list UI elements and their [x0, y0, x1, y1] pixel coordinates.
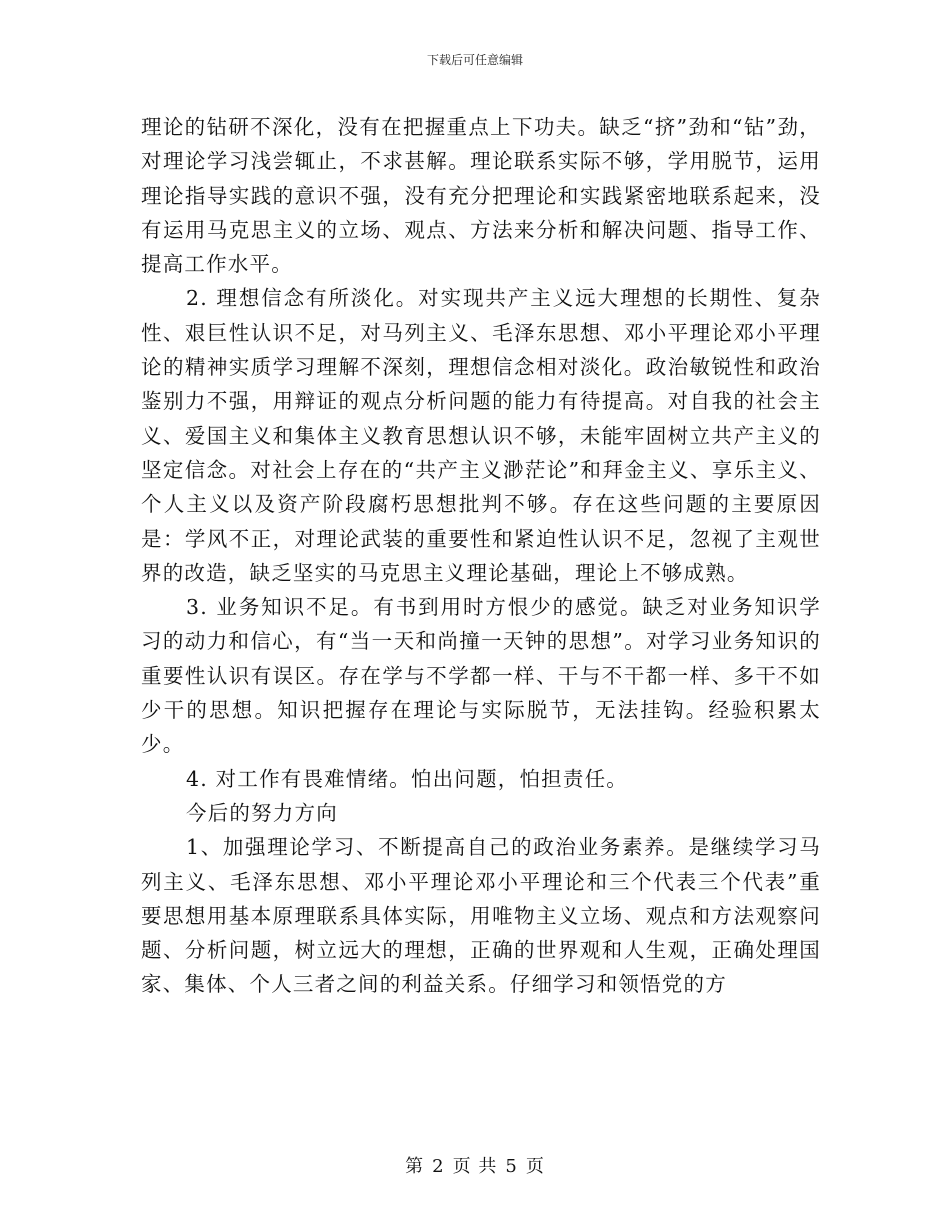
paragraph-1: 理论的钻研不深化，没有在把握重点上下功夫。缺乏“挤”劲和“钻”劲，对理论学习浅尝辄止，不求甚解。理论联系实际不够，学用脱节，运用理论指导实践的意识不强，没有充分把理论和实践紧密地联系起来，没有运用马克思主义的立场、观点、方法来分析和解决问题、指导工作、提高工作水平。 [141, 115, 821, 277]
footer-prefix: 第 [405, 1156, 425, 1177]
section-heading: 今后的努力方向 [186, 800, 338, 825]
footer-suffix: 页 [525, 1156, 545, 1177]
paragraph-2: 2. 理想信念有所淡化。对实现共产主义远大理想的长期性、复杂性、艰巨性认识不足，对马列主义、毛泽东思想、邓小平理论邓小平理论的精神实质学习理解不深刻，理想信念相对淡化。政治敏锐性和政治鉴别力不强，用辩证的观点分析问题的能力有待提高。对自我的社会主义、爱国主义和集体主义教育思想认识不够，未能牢固树立共产主义的坚定信念。对社会上存在的“共产主义渺茫论”和拜金主义、享乐主义、个人主义以及资产阶段腐朽思想批判不够。存在这些问题的主要原因是：学风不正，对理论武装的重要性和紧迫性认识不足，忽视了主观世界的改造，缺乏坚实的马克思主义理论基础，理论上不够成熟。 [141, 286, 821, 585]
page-footer [0, 1156, 950, 1178]
paragraph-4: 4. 对工作有畏难情绪。怕出问题，怕担责任。 [186, 766, 628, 791]
document-body [141, 110, 821, 1002]
page-header: 下载后可任意编辑 [426, 53, 523, 67]
footer-middle: 页 共 [452, 1156, 498, 1177]
page-total: 5 [505, 1156, 518, 1177]
page-number: 2 [432, 1156, 445, 1177]
paragraph-5: 1、加强理论学习、不断提高自己的政治业务素养。是继续学习马列主义、毛泽东思想、邓小平理论邓小平理论和三个代表三个代表”重要思想用基本原理联系具体实际，用唯物主义立场、观点和方法观察问题、分析问题，树立远大的理想，正确的世界观和人生观，正确处理国家、集体、个人三者之间的利益关系。仔细学习和领悟党的方 [141, 835, 821, 997]
paragraph-3: 3. 业务知识不足。有书到用时方恨少的感觉。缺乏对业务知识学习的动力和信心，有“当一天和尚撞一天钟的思想”。对学习业务知识的重要性认识有误区。存在学与不学都一样、干与不干都一样、多干不如少干的思想。知识把握存在理论与实际脱节，无法挂钩。经验积累太少。 [141, 595, 821, 757]
